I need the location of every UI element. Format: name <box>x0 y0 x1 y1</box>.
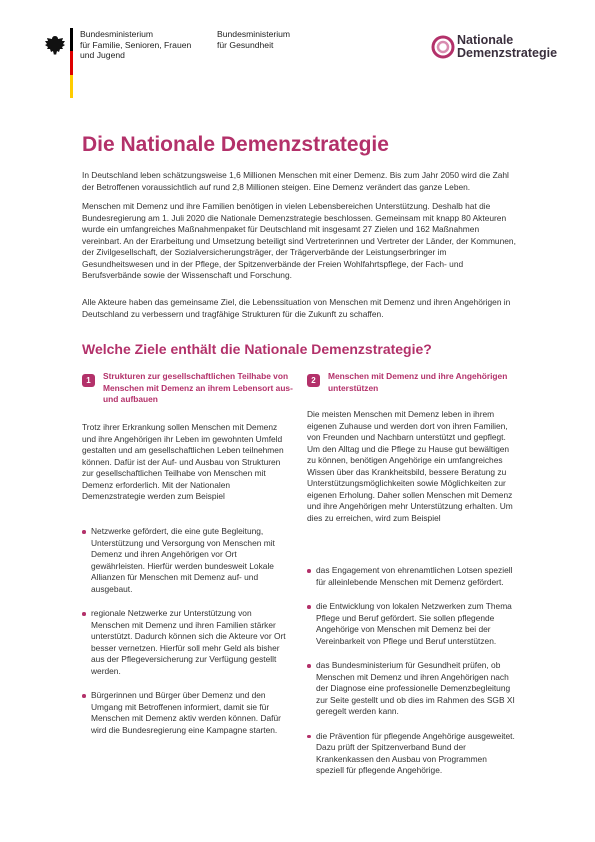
intro-paragraph-3: Alle Akteure haben das gemeinsame Ziel, die Lebenssituation von Menschen mit Demenz und ihren Angehörigen in Deutschland zu verbessern und tragfähige Strukturen für die Zukunft zu schaffen. <box>82 297 511 319</box>
federal-eagle-icon <box>44 34 66 60</box>
intro-paragraph-2: Menschen mit Demenz und ihre Familien benötigen in vielen Lebensbereichen Unterstützung. Deshalb hat die Bundesregierung am 1. Juli 2020 die Nationale Demenzstrategie beschlossen. Gemeinsam mit knapp 80 Akteuren wurde ein umfangreiches Maßnahmenpaket für Deutschland mit insgesamt 27 Zielen und 162 Maßnahmen vereinbart. An der Erarbeitung und Umsetzung beteiligt sind Vertreterinnen und Vertreter der Länder, der Kommunen, der Zivilgesellschaft, der Sozialversicherungsträger, der Trägerverbände der Leistungserbringer im Gesundheitswesen und in der Pflege, der Spitzenverbände der Freien Wohlfahrtspflege, der Fach- und Berufsverbände sowie der Wissenschaft und Forschung. <box>82 201 516 280</box>
ministry2-line2: für Gesundheit <box>217 39 274 50</box>
bullet-dot-icon <box>82 612 86 616</box>
bullet-text: das Engagement von ehrenamtlichen Lotsen speziell für alleinlebende Menschen mit Demenz gefördert. <box>316 565 513 587</box>
bullet-text: die Prävention für pflegende Angehörige ausgeweitet. Dazu prüft der Spitzenverband Bund der Krankenkassen den Ausbau von Programmen speziell für pflegende Angehörige. <box>316 730 515 775</box>
bullet-dot-icon <box>307 569 311 573</box>
goal-number-badge-2: 2 <box>307 374 320 387</box>
demenzstrategie-logo-icon <box>431 35 455 59</box>
goal-intro-1: Trotz ihrer Erkrankung sollen Menschen mit Demenz und ihre Angehörigen ihr Leben im gewohnten Umfeld gestalten und am gesellschaftlichen Leben teilnehmen können. Dafür ist der Auf- und Ausbau von Strukturen zur gesellschaftlichen Teilhabe von Menschen mit Demenz erforderlich. Mit der Nationalen Demenzstrategie werden zum Beispiel <box>82 422 284 501</box>
ministry2-line1: Bundesministerium <box>217 29 291 39</box>
bullet-text: die Entwicklung von lokalen Netzwerken zum Thema Pflege und Beruf gefördert. Sie sollen pflegende Angehörige von Menschen mit Demenz bei der Vereinbarkeit von Pflege und Beruf unterstützen. <box>316 601 512 646</box>
bullet-text: regionale Netzwerke zur Unterstützung von Menschen mit Demenz und ihren Familien stärker unterstützt. Dadurch können sich die Akteure vor Ort besser vernetzen. Hierfür soll mehr Geld als bisher aus der Pflegeversicherung zur Verfügung gestellt werden. <box>91 608 286 676</box>
bullet-dot-icon <box>82 694 86 698</box>
intro-paragraph-1: In Deutschland leben schätzungsweise 1,6 Millionen Menschen mit einer Demenz. Bis zum Jahr 2050 wird die Zahl der Betroffenen voraussichtlich auf rund 2,8 Millionen steigen. Eine Demenz verändert das ganze Leben. <box>82 170 509 192</box>
ministry-family-label <box>80 29 210 61</box>
bullet-dot-icon <box>82 530 86 534</box>
list-item <box>82 690 292 736</box>
goal-bullet-list-1 <box>82 526 292 749</box>
goal-bullet-list-2 <box>307 565 517 790</box>
bullet-dot-icon <box>307 605 311 609</box>
goal-number-badge-1: 1 <box>82 374 95 387</box>
list-item <box>307 731 517 777</box>
flag-stripe-black <box>70 28 73 51</box>
bullet-dot-icon <box>307 735 311 739</box>
bullet-text: das Bundesministerium für Gesundheit prüfen, ob Menschen mit Demenz und ihren Angehörigen nach der Diagnose eine professionelle Demenzbegleitung zur Seite gestellt und ob dies im Rahmen des SGB XI geregelt werden kann. <box>316 660 515 716</box>
ministry1-line1: Bundesministerium <box>80 29 154 39</box>
ministry1-line2: für Familie, Senioren, Frauen <box>80 39 192 50</box>
list-item <box>307 601 517 647</box>
page-title: Die Nationale Demenzstrategie <box>82 133 389 156</box>
list-item <box>82 526 292 595</box>
bullet-dot-icon <box>307 664 311 668</box>
ministry-health-label <box>217 29 317 50</box>
section-heading: Welche Ziele enthält die Nationale Demenzstrategie? <box>82 341 432 357</box>
flag-stripe-red <box>70 51 73 74</box>
bullet-text: Netzwerke gefördert, die eine gute Begleitung, Unterstützung und Versorgung von Menschen mit Demenz und ihren Angehörigen vor Ort gewährleisten. Hierfür werden bundesweit Lokale Allianzen für Menschen mit Demenz auf- und ausgebaut. <box>91 526 275 594</box>
logo-wordmark <box>457 34 557 60</box>
logo-line2: Demenzstrategie <box>457 46 558 60</box>
list-item <box>82 608 292 677</box>
goal-heading-1: Strukturen zur gesellschaftlichen Teilhabe von Menschen mit Demenz an ihrem Lebensort aus- und aufbauen <box>103 371 293 404</box>
list-item <box>307 565 517 588</box>
flag-stripe-gold <box>70 75 73 98</box>
ministry1-line3: und Jugend <box>80 50 125 61</box>
german-flag-stripe <box>70 28 73 98</box>
list-item <box>307 660 517 718</box>
goal-heading-2: Menschen mit Demenz und ihre Angehörigen unterstützen <box>328 371 508 393</box>
goal-intro-2: Die meisten Menschen mit Demenz leben in ihrem eigenen Zuhause und werden dort von ihren Familien, von Freunden und Nachbarn unterstützt und gepflegt. Um den Alltag und die Pflege zu Hause gut bewältigen zu können, benötigen Angehörige ein umfangreiches Wissen über das Krankheitsbild, bessere Beratung zu Unterstützungsmöglichkeiten sowie Möglichkeiten zur eigenen Erholung. Daher sollen Menschen mit Demenz und ihre Angehörigen mehr Unterstützung erhalten. Um dies zu erreichen, wird zum Beispiel <box>307 409 513 523</box>
logo-line1: Nationale <box>457 33 514 47</box>
bullet-text: Bürgerinnen und Bürger über Demenz und den Umgang mit Betroffenen informiert, damit sie für Menschen mit Demenz aktiv werden können. Dafür wird die Bundesregierung eine Kampagne starten. <box>91 690 281 735</box>
